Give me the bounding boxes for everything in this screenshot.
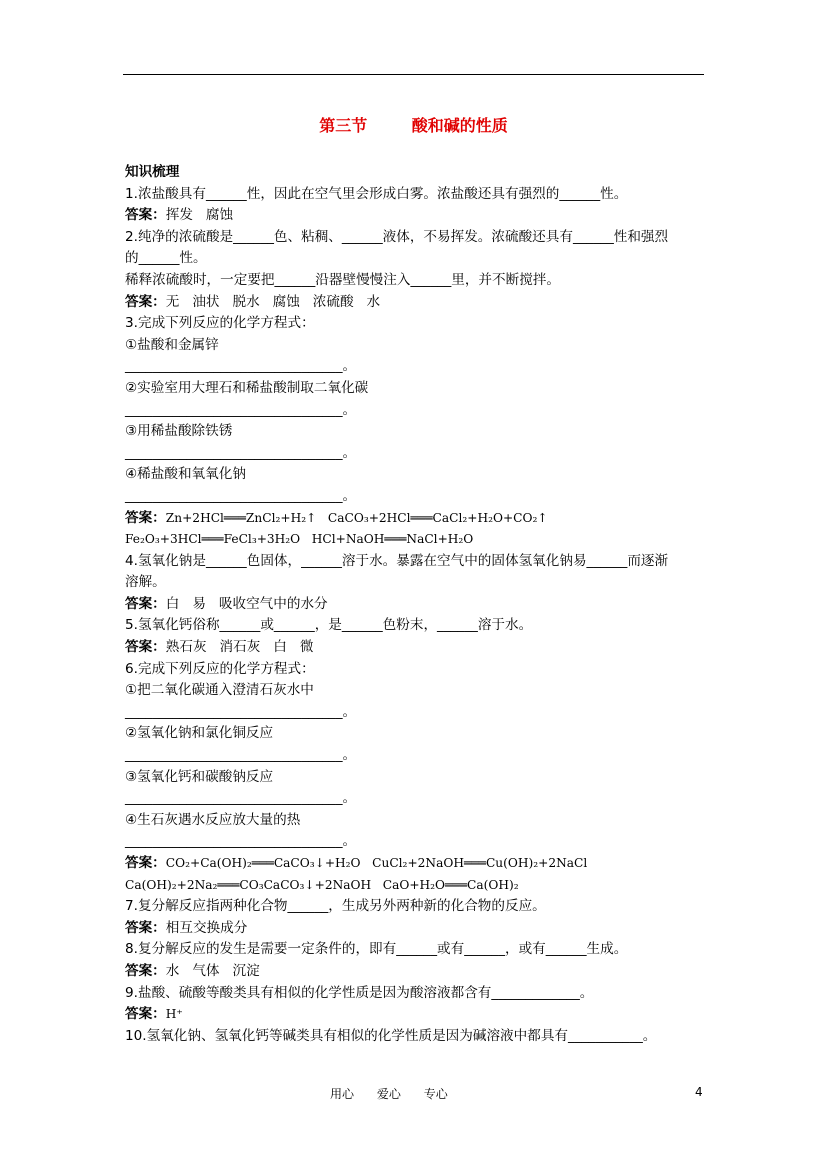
text-line <box>125 400 710 422</box>
line-text: ①把二氧化碳通入澄清石灰水中 <box>125 682 314 699</box>
line-text: 挥发 腐蚀 <box>165 207 234 224</box>
answer-line <box>125 961 710 983</box>
text-line <box>125 248 710 270</box>
answer-label: 答案： <box>125 207 166 224</box>
text-line <box>125 810 710 832</box>
text-line <box>125 875 710 897</box>
line-text: Fe₂O₃+3HCl═══FeCl₃+3H₂O HCl+NaOH═══NaCl+H₂O <box>125 532 474 547</box>
text-line <box>125 356 710 378</box>
text-line <box>125 572 710 594</box>
document-body <box>125 162 710 1047</box>
line-text: CO₂+Ca(OH)₂═══CaCO₃↓+H₂O CuCl₂+2NaOH═══Cu(OH)₂+2NaCl <box>165 856 588 870</box>
line-text: 2.纯净的浓硫酸是______色、粘稠、______液体，不易挥发。浓硫酸还具有______性和强烈 <box>125 228 669 245</box>
text-line <box>125 184 710 206</box>
line-text: ________________________________。 <box>125 358 357 375</box>
text-line <box>125 486 710 508</box>
line-text: ________________________________。 <box>125 747 357 764</box>
line-text: 水 气体 沉淀 <box>165 962 260 979</box>
line-text: ②实验室用大理石和稀盐酸制取二氧化碳 <box>125 379 369 396</box>
line-text: 9.盐酸、硫酸等酸类具有相似的化学性质是因为酸溶液都含有_____________。 <box>125 984 594 1001</box>
line-text: 8.复分解反应的发生是需要一定条件的，即有______或有______，或有______生成。 <box>125 941 628 958</box>
answer-line <box>125 205 710 227</box>
line-text: 10.氢氧化钠、氢氧化钙等碱类具有相似的化学性质是因为碱溶液中都具有___________。 <box>125 1027 657 1044</box>
text-line <box>125 831 710 853</box>
line-text: Ca(OH)₂+2Na₂═══CO₃CaCO₃↓+2NaOH CaO+H₂O═══Ca(OH)₂ <box>125 877 519 892</box>
section-heading: 知识梳理 <box>125 164 180 180</box>
text-line <box>125 615 710 637</box>
text-line <box>125 788 710 810</box>
text-line <box>125 464 710 486</box>
text-line <box>125 443 710 465</box>
text-line <box>125 659 710 681</box>
text-line <box>125 896 710 918</box>
line-text: Zn+2HCl═══ZnCl₂+H₂↑ CaCO₃+2HCl═══CaCl₂+H₂O+CO₂↑ <box>165 510 548 525</box>
answer-line <box>125 853 710 875</box>
line-text: ________________________________。 <box>125 401 357 418</box>
line-text: 1.浓盐酸具有______性，因此在空气里会形成白雾。浓盐酸还具有强烈的______性。 <box>125 185 628 202</box>
line-text: 的______性。 <box>125 250 207 267</box>
answer-label: 答案： <box>125 962 166 979</box>
text-line <box>125 227 710 249</box>
line-text: 溶解。 <box>125 574 166 591</box>
text-line <box>125 745 710 767</box>
line-text: ②氢氧化钠和氯化铜反应 <box>125 725 274 742</box>
content-lines <box>125 184 710 1048</box>
line-text: ________________________________。 <box>125 487 357 504</box>
text-line <box>125 313 710 335</box>
answer-line <box>125 637 710 659</box>
line-text: 7.复分解反应指两种化合物______，生成另外两种新的化合物的反应。 <box>125 898 546 915</box>
line-text: 稀释浓硫酸时，一定要把______沿器壁慢慢注入______里，并不断搅拌。 <box>125 271 560 288</box>
answer-label: 答案： <box>125 1006 166 1023</box>
answer-line <box>125 508 710 530</box>
text-line <box>125 702 710 724</box>
text-line <box>125 939 710 961</box>
line-text: ________________________________。 <box>125 703 357 720</box>
text-line <box>125 335 710 357</box>
line-text: 4.氢氧化钠是______色固体，______溶于水。暴露在空气中的固体氢氧化钠易______而逐渐 <box>125 552 669 569</box>
answer-line <box>125 292 710 314</box>
line-text: ①盐酸和金属锌 <box>125 336 219 353</box>
page-number: 4 <box>695 1085 703 1099</box>
text-line <box>125 767 710 789</box>
answer-label: 答案： <box>125 595 166 612</box>
line-text: 6.完成下列反应的化学方程式： <box>125 660 315 677</box>
answer-label: 答案： <box>125 919 166 936</box>
answer-line <box>125 594 710 616</box>
answer-line <box>125 918 710 940</box>
line-text: ④生石灰遇水反应放大量的热 <box>125 811 301 828</box>
answer-line <box>125 1004 710 1026</box>
answer-label: 答案： <box>125 509 166 526</box>
text-line <box>125 529 710 551</box>
text-line <box>125 551 710 573</box>
text-line <box>125 270 710 292</box>
line-text: 熟石灰 消石灰 白 微 <box>165 639 314 656</box>
text-line <box>125 723 710 745</box>
answer-label: 答案： <box>125 293 166 310</box>
line-text: ④稀盐酸和氧氧化钠 <box>125 466 246 483</box>
answer-label: 答案： <box>125 855 166 871</box>
line-text: 3.完成下列反应的化学方程式： <box>125 315 315 332</box>
line-text: ③氢氧化钙和碳酸钠反应 <box>125 768 274 785</box>
line-text: 白 易 吸收空气中的水分 <box>165 595 328 612</box>
page-title: 第三节 酸和碱的性质 <box>319 116 508 135</box>
text-line <box>125 680 710 702</box>
text-line <box>125 983 710 1005</box>
footer-motto: 用心 爱心 专心 <box>330 1087 448 1101</box>
text-line <box>125 1026 710 1048</box>
line-text: 5.氢氧化钙俗称______或______，是______色粉末，______溶于水。 <box>125 617 533 634</box>
line-text: ________________________________。 <box>125 790 357 807</box>
line-text: ________________________________。 <box>125 833 357 850</box>
text-line <box>125 421 710 443</box>
answer-label: 答案： <box>125 639 166 656</box>
line-text: 无 油状 脱水 腐蚀 浓硫酸 水 <box>165 293 381 310</box>
line-text: 相互交换成分 <box>165 919 248 936</box>
line-text: H⁺ <box>165 1007 183 1022</box>
header-rule <box>123 74 704 75</box>
line-text: ________________________________。 <box>125 444 357 461</box>
line-text: ③用稀盐酸除铁锈 <box>125 423 233 440</box>
text-line <box>125 378 710 400</box>
